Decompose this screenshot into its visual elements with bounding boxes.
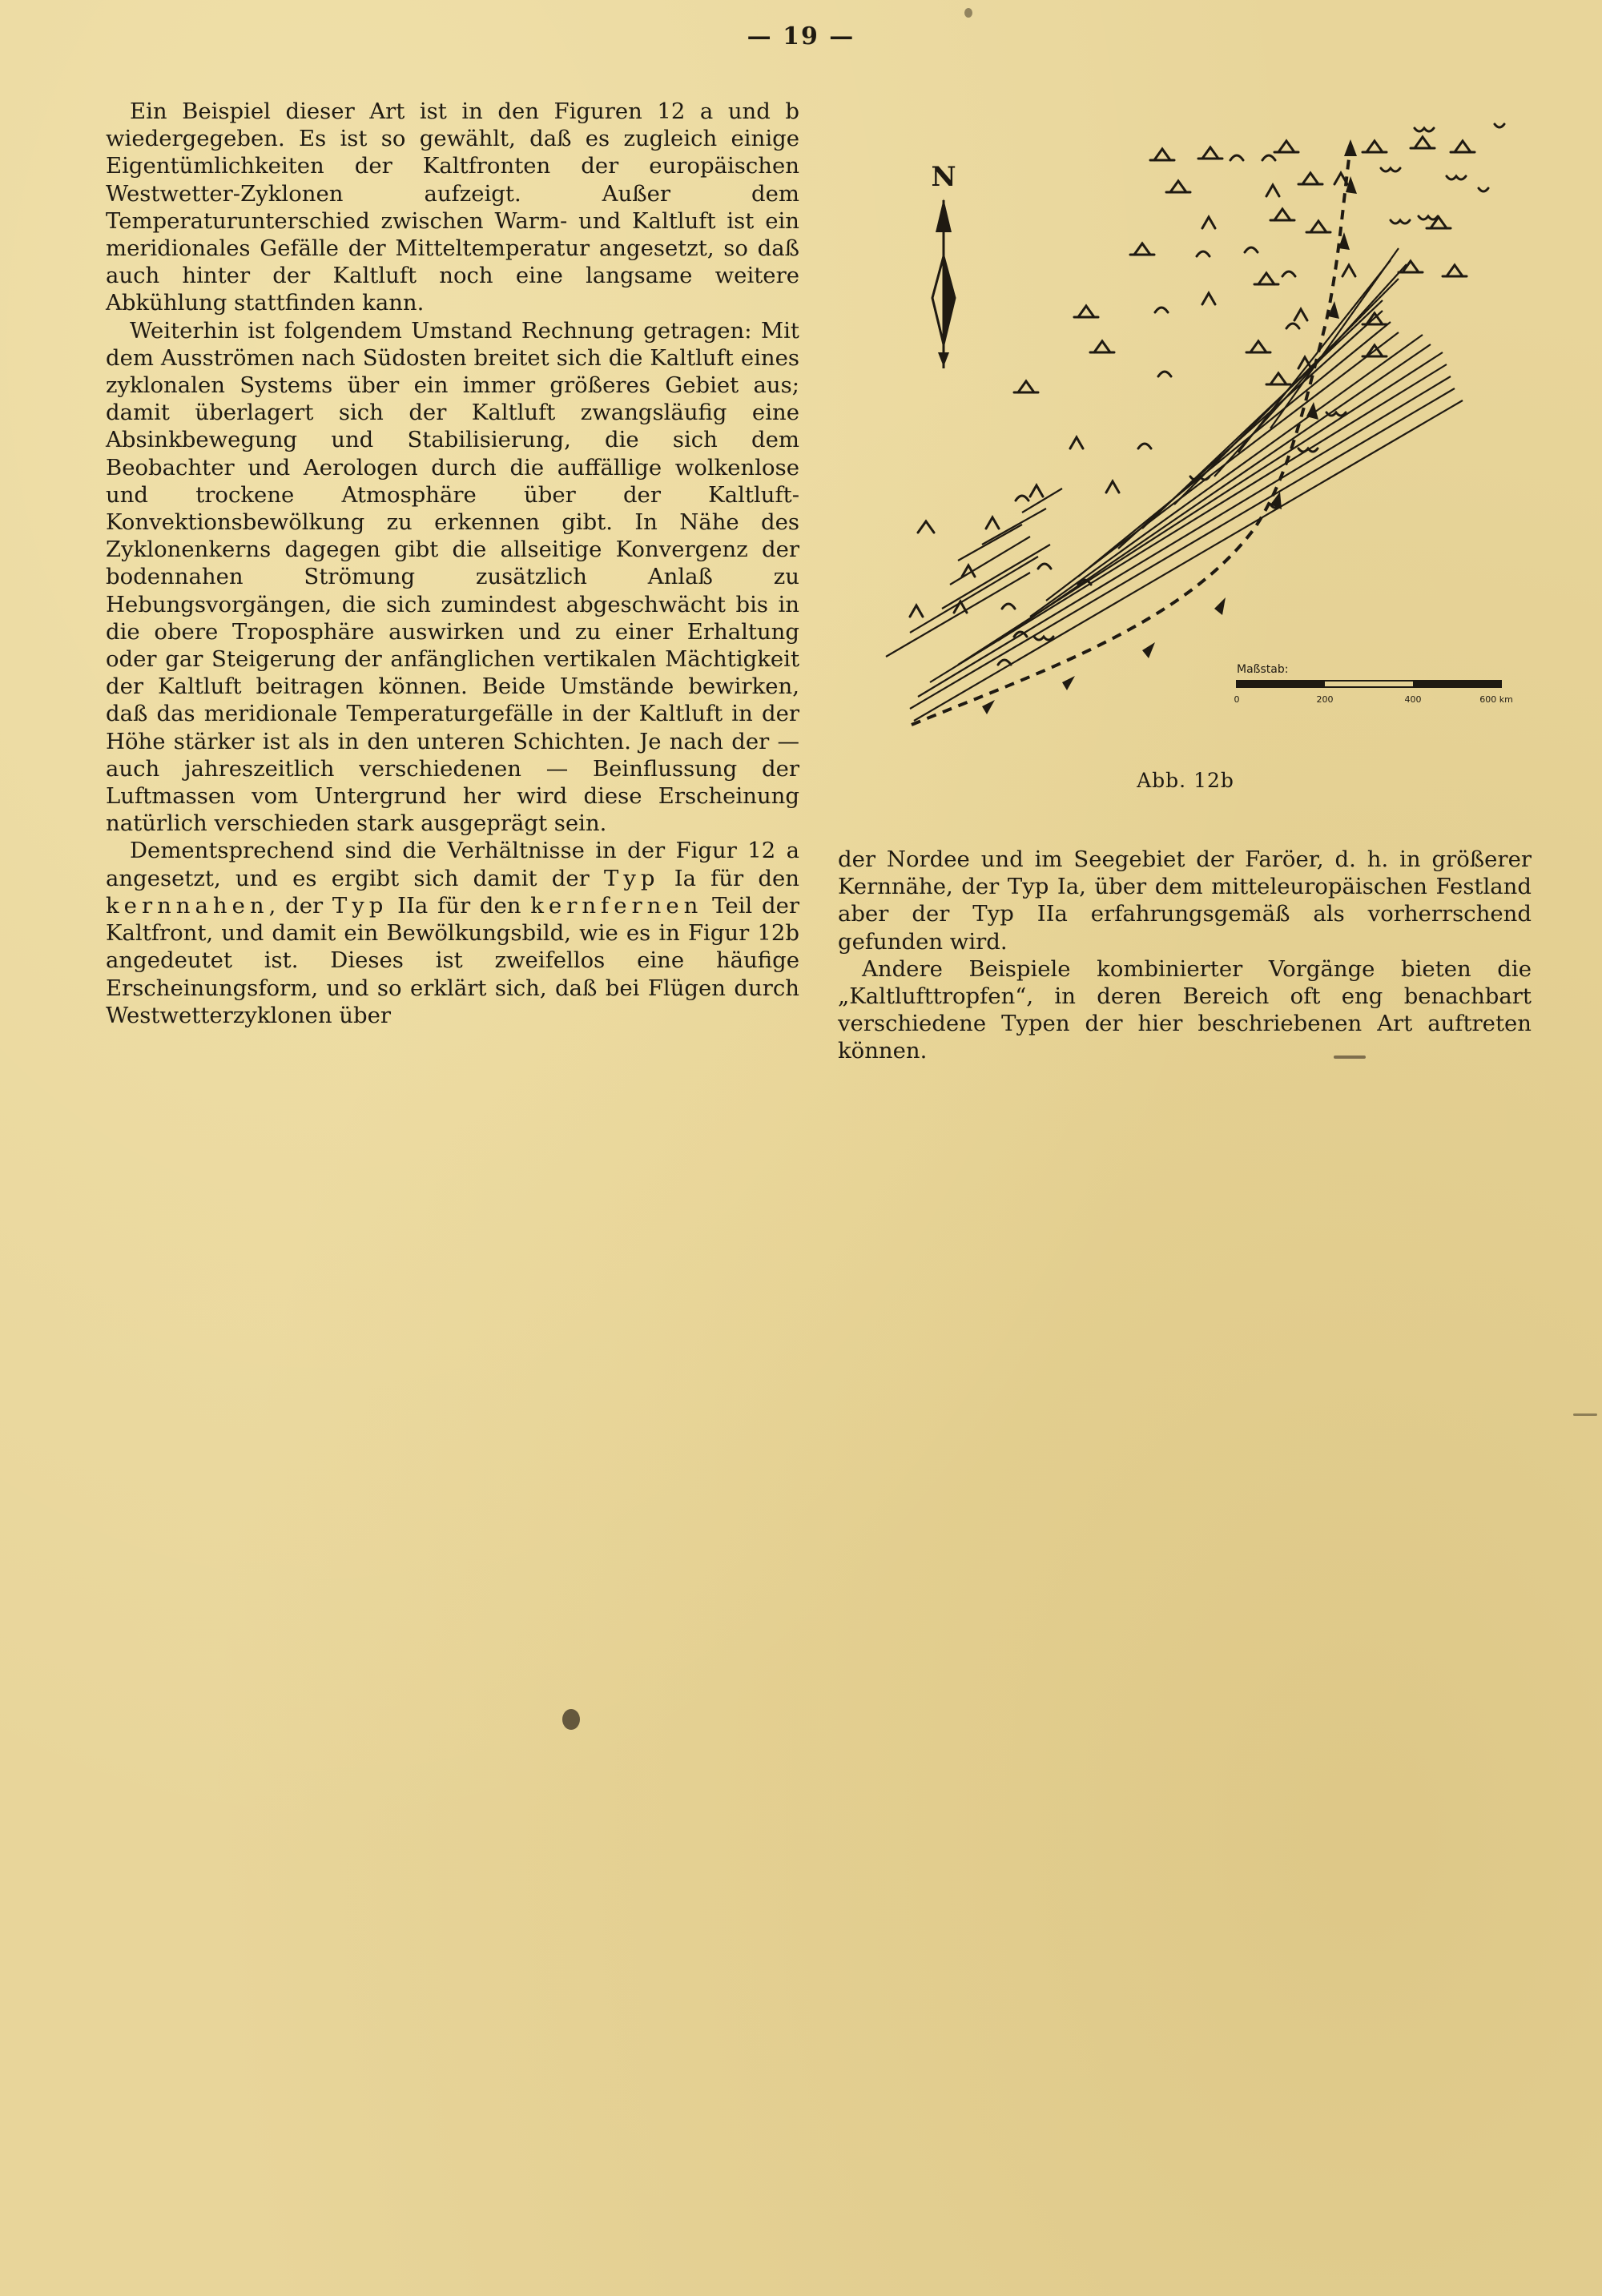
figure-caption: Abb. 12b — [1137, 769, 1234, 792]
spaced-text: kernnahen — [106, 892, 269, 919]
paragraph: der Nordee und im Seegebiet der Faröer, d. h. in größerer Kernnähe, der Typ Ia, über dem mitteleuropäischen Festland aber der Typ IIa erfahrungsgemäß als vorherrschend gefunden wird. — [838, 846, 1532, 955]
text-run: IIa für den — [388, 892, 531, 919]
cloud-symbols — [910, 124, 1504, 665]
spaced-text: kernfernen — [530, 892, 703, 919]
page-number: — 19 — — [747, 22, 855, 50]
paper-speck — [1334, 1056, 1366, 1059]
spaced-text: Typ — [604, 865, 660, 891]
figure-cloud-map — [838, 112, 1532, 737]
right-column — [838, 846, 1532, 1065]
hatch-lines — [886, 248, 1463, 721]
left-column — [106, 98, 799, 1029]
scale-tick: 400 — [1404, 694, 1422, 705]
scale-tick: 0 — [1234, 694, 1240, 705]
cloud-map-illustration — [838, 112, 1532, 737]
text-run: Teil der Kaltfront, und damit ein Bewölkungsbild, wie es in Figur 12b angedeutet ist. Dieses ist zweifellos eine häufige Erscheinungsform, und so erklärt sich, daß bei Flügen durch Westwetterzyklonen über — [106, 892, 799, 1028]
scale-bar — [1234, 663, 1513, 705]
text-run: Ia für den — [659, 865, 800, 891]
north-arrow — [931, 161, 956, 368]
spaced-text: Typ — [332, 892, 388, 919]
paragraph: Andere Beispiele kombinierter Vorgänge bieten die „Kaltlufttropfen“, in deren Bereich oft eng benachbart verschiedene Typen der hier beschriebenen Art auftreten können. — [838, 955, 1532, 1064]
cold-front-line — [912, 139, 1357, 725]
scale-title: Maßstab: — [1237, 663, 1289, 676]
north-label: N — [931, 161, 956, 193]
text-run: , der — [268, 892, 332, 919]
scale-tick: 600 km — [1479, 694, 1513, 705]
paper-speck — [562, 1709, 580, 1730]
paragraph: Ein Beispiel dieser Art ist in den Figuren 12 a und b wiedergegeben. Es ist so gewählt, daß es zugleich einige Eigentümlichkeiten der Kaltfronten der europäischen Westwetter-Zyklonen aufzeigt. Außer dem Temperaturunterschied zwischen Warm- und Kaltluft ist ein meridionales Gefälle der Mitteltemperatur angesetzt, so daß auch hinter der Kaltluft noch eine langsame weitere Abkühlung stattfinden kann. — [106, 99, 799, 316]
paper-speck — [964, 8, 972, 18]
scale-tick: 200 — [1316, 694, 1334, 705]
paragraph — [106, 837, 799, 1028]
text-run: Dementsprechend sind die Verhältnisse in der Figur 12 a angesetzt, und es ergibt sich damit der — [106, 838, 799, 891]
paper-speck — [1573, 1413, 1597, 1416]
paragraph: Weiterhin ist folgendem Umstand Rechnung getragen: Mit dem Ausströmen nach Südosten breitet sich die Kaltluft eines zyklonalen Systems über ein immer größeres Gebiet aus; damit überlagert sich der Kaltluft zwangsläufig eine Absinkbewegung und Stabilisierung, die sich dem Beobachter und Aerologen durch die auffällige wolkenlose und trockene Atmosphäre über der Kaltluft-Konvektionsbewölkung zu erkennen gibt. In Nähe des Zyklonenkerns dagegen gibt die allseitige Konvergenz der bodennahen Strömung zusätzlich Anlaß zu Hebungsvorgängen, die sich zumindest abgeschwächt bis in die obere Troposphäre auswirken und zu einer Erhaltung oder gar Steigerung der anfänglichen vertikalen Mächtigkeit der Kaltluft beitragen können. Beide Umstände bewirken, daß das meridionale Temperaturgefälle in der Kaltluft in der Höhe stärker ist als in den unteren Schichten. Je nach der — auch jahreszeitlich verschiedenen — Beinflussung der Luftmassen vom Untergrund her wird diese Erscheinung natürlich verschieden stark ausgeprägt sein. — [106, 317, 799, 837]
